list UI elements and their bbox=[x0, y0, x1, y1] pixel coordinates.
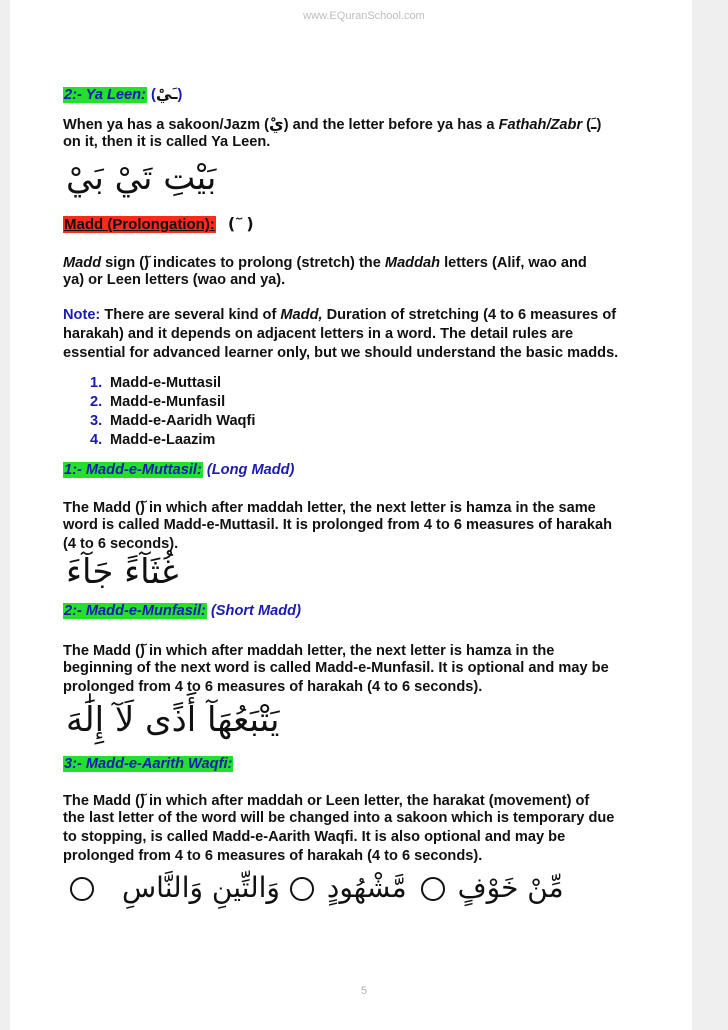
arabic-word: مَّشْهُودٍ bbox=[326, 871, 407, 904]
list-number: 3. bbox=[90, 413, 103, 429]
munfasil-line-2: beginning of the next word is called Madd-e-Munfasil. It is optional and may be bbox=[63, 660, 609, 676]
madd-heading-symbol: ( ٓ ) bbox=[227, 214, 254, 233]
text: ) bbox=[596, 117, 602, 133]
madd-types-list bbox=[90, 374, 255, 450]
list-label: Madd-e-Laazim bbox=[110, 432, 216, 448]
madd-heading: Madd (Prolongation): bbox=[64, 216, 215, 233]
munfasil-subheading: (Short Madd) bbox=[206, 603, 301, 619]
munfasil-heading: 2:- Madd-e-Munfasil: bbox=[64, 603, 206, 619]
text: ) and the letter before ya has a bbox=[283, 117, 499, 133]
stop-circle-icon bbox=[421, 877, 445, 901]
list-item bbox=[90, 393, 255, 412]
paren-open: ( bbox=[150, 87, 156, 103]
text: ) indicates to prolong (stretch) the bbox=[144, 255, 385, 271]
list-item bbox=[90, 412, 255, 431]
muttasil-examples: غُثَآءً جَآءَ bbox=[66, 552, 179, 592]
madd-heading-line bbox=[63, 214, 254, 235]
list-item bbox=[90, 431, 255, 450]
arabic-word: وَالتِّينِ bbox=[211, 871, 280, 904]
site-header: www.EQuranSchool.com bbox=[303, 10, 425, 22]
fathah-symbol: ـَ bbox=[591, 114, 597, 133]
aarith-heading: 3:- Madd-e-Aarith Waqfi: bbox=[64, 756, 233, 772]
text: ( bbox=[582, 117, 592, 133]
muttasil-heading: 1:- Madd-e-Muttasil: bbox=[64, 462, 202, 478]
note-line-1 bbox=[63, 306, 616, 325]
note-line-2: harakah) and it depends on adjacent letters in a word. The detail rules are bbox=[63, 326, 574, 342]
stop-circle-icon bbox=[70, 877, 94, 901]
munfasil-line-1 bbox=[63, 640, 554, 661]
text: letters (Alif, wao and bbox=[440, 255, 587, 271]
ya-leen-line-1 bbox=[63, 114, 601, 135]
ya-leen-heading: 2:- Ya Leen: bbox=[64, 87, 146, 103]
aarith-line-2: the last letter of the word will be changed into a sakoon which is temporary due bbox=[63, 810, 615, 826]
ya-leen-examples: بَيْتِ تَيْ بَيْ bbox=[66, 158, 217, 198]
sakoon-ya-symbol: يْ bbox=[269, 114, 284, 133]
aarith-examples bbox=[66, 868, 564, 908]
text: The Madd ( bbox=[63, 793, 141, 809]
text: Madd, bbox=[280, 307, 323, 323]
text: ) in which after maddah letter, the next letter is hamza in the bbox=[140, 643, 555, 659]
ya-leen-line-2: on it, then it is called Ya Leen. bbox=[63, 134, 271, 150]
page-number: 5 bbox=[360, 985, 368, 997]
text: There are several kind of bbox=[100, 307, 281, 323]
text: ) in which after maddah or Leen letter, the harakat (movement) of bbox=[140, 793, 590, 809]
list-item bbox=[90, 374, 255, 393]
madd-para-line-1 bbox=[63, 252, 587, 273]
note-label: Note: bbox=[63, 307, 101, 323]
text: When ya has a sakoon/Jazm ( bbox=[63, 117, 270, 133]
text: Madd bbox=[63, 255, 102, 271]
text: Fathah/Zabr bbox=[498, 117, 583, 133]
aarith-line-1 bbox=[63, 790, 589, 811]
muttasil-subheading: (Long Madd) bbox=[202, 462, 295, 478]
arabic-word: مِّنْ خَوْفٍ bbox=[457, 871, 564, 904]
munfasil-examples: يَتْبَعُهَآ أَذًى لَآ إِلَٰهَ bbox=[66, 700, 280, 740]
list-number: 4. bbox=[90, 432, 103, 448]
muttasil-line-2: word is called Madd-e-Muttasil. It is prolonged from 4 to 6 measures of harakah bbox=[63, 517, 612, 533]
munfasil-heading-line bbox=[63, 602, 301, 621]
aarith-line-3: to stopping, is called Madd-e-Aarith Waqfi. It is also optional and may be bbox=[63, 829, 566, 845]
muttasil-line-1 bbox=[63, 497, 596, 518]
muttasil-heading-line bbox=[63, 461, 294, 480]
text: sign ( bbox=[101, 255, 145, 271]
text: ) in which after maddah letter, the next letter is hamza in the same bbox=[140, 500, 596, 516]
paren-close: ) bbox=[177, 87, 183, 103]
arabic-word: وَالنَّاسِ bbox=[122, 871, 203, 904]
ya-leen-heading-line bbox=[63, 84, 182, 105]
list-label: Madd-e-Aaridh Waqfi bbox=[110, 413, 256, 429]
list-number: 2. bbox=[90, 394, 103, 410]
ya-leen-symbol: ـَيْ bbox=[155, 84, 178, 103]
text: The Madd ( bbox=[63, 643, 141, 659]
text: The Madd ( bbox=[63, 500, 141, 516]
muttasil-line-3: (4 to 6 seconds). bbox=[63, 536, 179, 552]
text: Maddah bbox=[384, 255, 441, 271]
note-line-3: essential for advanced learner only, but we should understand the basic madds. bbox=[63, 345, 619, 361]
list-label: Madd-e-Munfasil bbox=[110, 394, 226, 410]
aarith-heading-line bbox=[63, 755, 233, 774]
list-number: 1. bbox=[90, 375, 103, 391]
stop-circle-icon bbox=[290, 877, 314, 901]
text: Duration of stretching (4 to 6 measures of bbox=[322, 307, 617, 323]
list-label: Madd-e-Muttasil bbox=[110, 375, 222, 391]
munfasil-line-3: prolonged from 4 to 6 measures of harakah (4 to 6 seconds). bbox=[63, 679, 483, 695]
aarith-line-4: prolonged from 4 to 6 measures of harakah (4 to 6 seconds). bbox=[63, 848, 483, 864]
page-bottom bbox=[10, 968, 692, 1030]
madd-para-line-2: ya) or Leen letters (wao and ya). bbox=[63, 272, 286, 288]
